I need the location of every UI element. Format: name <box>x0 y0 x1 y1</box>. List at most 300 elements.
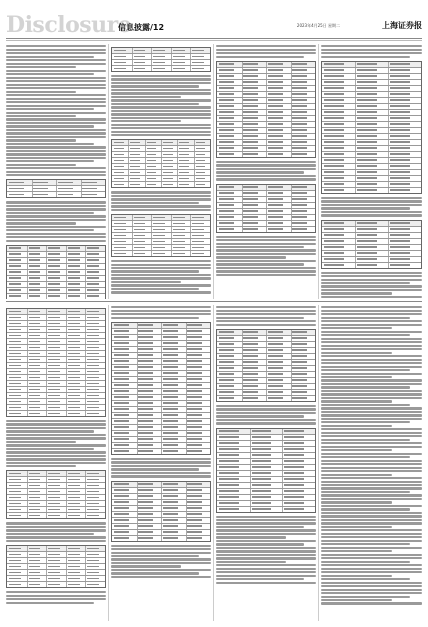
text-line <box>6 91 76 93</box>
table-cell <box>324 111 344 113</box>
cell-divider <box>46 294 47 299</box>
text-line <box>111 465 211 467</box>
table-cell <box>87 341 99 343</box>
table-cell <box>357 159 377 161</box>
text-line <box>216 168 316 170</box>
table-cell <box>114 483 129 485</box>
text-line <box>216 270 316 272</box>
table-cell <box>9 323 21 325</box>
table-cell <box>153 56 165 58</box>
text-line <box>321 540 422 542</box>
table-cell <box>68 491 80 493</box>
table-cell <box>268 87 283 89</box>
cell-divider <box>46 564 47 569</box>
table-cell <box>357 234 377 236</box>
text-line <box>321 383 422 385</box>
table-cell <box>9 265 21 267</box>
table-cell <box>292 87 307 89</box>
table-cell <box>163 525 178 527</box>
table-cell <box>9 253 21 255</box>
cell-divider <box>85 471 86 476</box>
cell-divider <box>161 359 162 364</box>
table-cell <box>163 330 178 332</box>
cell-divider <box>355 221 356 226</box>
cell-divider <box>186 329 187 334</box>
table-cell <box>68 341 80 343</box>
cell-divider <box>186 341 187 346</box>
table-cell <box>68 497 80 499</box>
table-cell <box>29 311 41 313</box>
cell-divider <box>161 431 162 436</box>
table-cell <box>179 184 189 186</box>
table-cell <box>292 81 307 83</box>
table-cell <box>243 367 258 369</box>
table-cell <box>187 390 202 392</box>
table-cell <box>219 442 239 444</box>
text-line <box>111 310 211 312</box>
cell-divider <box>32 192 33 197</box>
table-cell <box>390 171 410 173</box>
cell-divider <box>242 152 243 157</box>
text-line <box>111 267 211 269</box>
table-cell <box>243 391 258 393</box>
table-cell <box>29 341 41 343</box>
text-line <box>6 451 106 453</box>
cell-divider <box>161 158 162 163</box>
table-cell <box>219 204 234 206</box>
cell-divider <box>242 191 243 196</box>
table-cell <box>82 182 97 184</box>
cell-divider <box>291 146 292 151</box>
text-line <box>111 472 211 474</box>
table-cell <box>243 385 258 387</box>
text-line <box>6 70 106 72</box>
table-cell <box>324 183 344 185</box>
text-line <box>216 543 304 545</box>
table-cell <box>9 317 21 319</box>
table-cell <box>324 240 344 242</box>
table-cell <box>138 360 153 362</box>
cell-divider <box>85 246 86 251</box>
table-cell <box>268 69 283 71</box>
cell-divider <box>291 348 292 353</box>
table-cell <box>68 473 80 475</box>
text-line <box>216 582 316 584</box>
cell-divider <box>27 411 28 416</box>
table-cell <box>390 159 410 161</box>
text-line <box>321 543 410 545</box>
table-cell <box>187 438 202 440</box>
cell-divider <box>282 441 283 446</box>
table-cell <box>357 75 377 77</box>
cell-divider <box>46 558 47 563</box>
text-line <box>216 246 304 248</box>
cell-divider <box>27 582 28 587</box>
cell-divider <box>85 345 86 350</box>
table-cell <box>68 295 80 297</box>
text-line <box>6 526 106 528</box>
cell-divider <box>85 381 86 386</box>
text-line <box>111 461 211 463</box>
cell-divider <box>145 140 146 145</box>
text-line <box>321 460 422 462</box>
cell-divider <box>194 170 195 175</box>
cell-divider <box>145 164 146 169</box>
text-line <box>111 103 199 105</box>
table-cell <box>357 258 377 260</box>
table-cell <box>9 182 24 184</box>
cell-divider <box>137 395 138 400</box>
text-line <box>321 512 422 514</box>
text-line <box>321 456 410 458</box>
table-cell <box>58 182 73 184</box>
table-cell <box>219 87 234 89</box>
cell-divider <box>161 335 162 340</box>
table-cell <box>243 355 258 357</box>
cell-divider <box>151 60 152 65</box>
cell-divider <box>27 294 28 299</box>
cell-divider <box>194 140 195 145</box>
table-cell <box>134 62 146 64</box>
cell-divider <box>266 74 267 79</box>
text-line <box>111 288 199 290</box>
cell-divider <box>186 524 187 529</box>
cell-divider <box>186 437 187 442</box>
cell-divider <box>66 489 67 494</box>
table-cell <box>9 497 21 499</box>
cell-divider <box>266 390 267 395</box>
cell-divider <box>242 98 243 103</box>
table-cell <box>284 454 304 456</box>
cell-divider <box>46 327 47 332</box>
text-line <box>6 108 94 110</box>
table-cell <box>187 450 202 452</box>
cell-divider <box>161 449 162 454</box>
table-cell <box>292 204 307 206</box>
cell-divider <box>145 146 146 151</box>
table-cell <box>87 491 99 493</box>
cell-divider <box>355 62 356 67</box>
table-cell <box>357 183 377 185</box>
table-cell <box>114 390 129 392</box>
table-cell <box>48 353 60 355</box>
table-cell <box>29 259 41 261</box>
cell-divider <box>388 80 389 85</box>
cell-divider <box>85 288 86 293</box>
cell-divider <box>132 48 133 53</box>
cell-divider <box>46 399 47 404</box>
text-line <box>111 284 211 286</box>
table-cell <box>192 62 204 64</box>
cell-divider <box>242 116 243 121</box>
cell-divider <box>186 359 187 364</box>
table-cell <box>219 343 234 345</box>
cell-divider <box>388 176 389 181</box>
table-cell <box>87 578 99 580</box>
cell-divider <box>266 227 267 232</box>
table-cell <box>138 336 153 338</box>
table-cell <box>138 330 153 332</box>
cell-divider <box>85 507 86 512</box>
text-line <box>6 125 94 127</box>
table-cell <box>48 572 60 574</box>
table-cell <box>153 229 165 231</box>
cell-divider <box>151 54 152 59</box>
table-cell <box>219 397 234 399</box>
table-cell <box>29 485 41 487</box>
text-line <box>111 548 211 550</box>
table-cell <box>292 63 307 65</box>
cell-divider <box>186 494 187 499</box>
table-cell <box>138 519 153 521</box>
table-cell <box>163 342 178 344</box>
table-cell <box>48 265 60 267</box>
text-line <box>6 122 106 124</box>
table-cell <box>87 283 99 285</box>
cell-divider <box>388 257 389 262</box>
table-cell <box>87 365 99 367</box>
text-line <box>216 236 316 238</box>
table-cell <box>87 503 99 505</box>
text-line <box>6 80 106 82</box>
text-line <box>216 547 316 549</box>
text-line <box>321 317 410 319</box>
table-cell <box>324 159 344 161</box>
text-line <box>111 92 211 94</box>
text-line <box>216 256 286 258</box>
cell-divider <box>137 353 138 358</box>
table-cell <box>87 347 99 349</box>
table-cell <box>187 531 202 533</box>
text-line <box>321 310 422 312</box>
cell-divider <box>355 140 356 145</box>
table-cell <box>187 402 202 404</box>
table-cell <box>29 578 41 580</box>
cell-divider <box>161 512 162 517</box>
table-cell <box>48 347 60 349</box>
cell-divider <box>388 140 389 145</box>
cell-divider <box>291 191 292 196</box>
cell-divider <box>266 348 267 353</box>
text-line <box>321 585 422 587</box>
text-line <box>321 557 422 559</box>
text-line <box>321 331 422 333</box>
table-cell <box>187 519 202 521</box>
cell-divider <box>250 441 251 446</box>
table-cell <box>138 501 153 503</box>
table-cell <box>243 379 258 381</box>
cell-divider <box>27 351 28 356</box>
table-cell <box>390 240 410 242</box>
cell-divider <box>266 62 267 67</box>
table-cell <box>29 401 41 403</box>
table-cell <box>114 229 126 231</box>
column-divider <box>108 44 109 299</box>
table-cell <box>48 548 60 550</box>
table-cell <box>114 166 124 168</box>
table-cell <box>9 283 21 285</box>
cell-divider <box>137 530 138 535</box>
table-cell <box>9 473 21 475</box>
text-line <box>321 366 422 368</box>
cell-divider <box>291 221 292 226</box>
table-cell <box>187 513 202 515</box>
table-cell <box>268 135 283 137</box>
table-cell <box>196 178 206 180</box>
text-line <box>111 198 211 200</box>
cell-divider <box>46 546 47 551</box>
text-line <box>6 465 76 467</box>
cell-divider <box>66 411 67 416</box>
table-cell <box>390 129 410 131</box>
cell-divider <box>161 413 162 418</box>
table-cell <box>192 50 204 52</box>
cell-divider <box>177 176 178 181</box>
table-cell <box>357 111 377 113</box>
text-line <box>111 264 211 266</box>
cell-divider <box>291 360 292 365</box>
data-table <box>321 61 422 194</box>
cell-divider <box>128 152 129 157</box>
table-cell <box>68 584 80 586</box>
text-line <box>321 327 392 329</box>
table-cell <box>390 87 410 89</box>
cell-divider <box>266 185 267 190</box>
table-cell <box>219 141 234 143</box>
cell-divider <box>186 371 187 376</box>
table-cell <box>114 414 129 416</box>
table-cell <box>324 99 344 101</box>
cell-divider <box>27 252 28 257</box>
cell-divider <box>137 389 138 394</box>
text-line <box>321 533 422 535</box>
table-cell <box>29 289 41 291</box>
table-cell <box>114 172 124 174</box>
table-cell <box>187 372 202 374</box>
data-table <box>6 179 106 198</box>
table-cell <box>134 68 146 70</box>
text-line <box>216 519 316 521</box>
table-cell <box>219 430 239 432</box>
table-cell <box>284 484 304 486</box>
table-cell <box>114 56 126 58</box>
text-line <box>321 515 422 517</box>
cell-divider <box>137 365 138 370</box>
table-cell <box>114 217 126 219</box>
table-cell <box>357 129 377 131</box>
text-line <box>6 146 106 148</box>
text-line <box>321 453 422 455</box>
cell-divider <box>266 134 267 139</box>
table-cell <box>9 311 21 313</box>
cell-divider <box>85 351 86 356</box>
cell-divider <box>282 471 283 476</box>
cell-divider <box>161 437 162 442</box>
table-cell <box>268 192 283 194</box>
header-rule <box>6 38 422 39</box>
cell-divider <box>177 158 178 163</box>
table-cell <box>138 489 153 491</box>
cell-divider <box>85 576 86 581</box>
table-cell <box>252 466 272 468</box>
cell-divider <box>194 158 195 163</box>
table-cell <box>163 519 178 521</box>
cell-divider <box>355 92 356 97</box>
cell-divider <box>250 435 251 440</box>
table-cell <box>163 513 178 515</box>
cell-divider <box>242 68 243 73</box>
table-cell <box>219 385 234 387</box>
table-cell <box>187 360 202 362</box>
text-line <box>216 550 316 552</box>
text-line <box>321 494 422 496</box>
text-line <box>321 505 422 507</box>
data-table <box>216 428 316 513</box>
table-cell <box>134 229 146 231</box>
table-cell <box>138 396 153 398</box>
table-cell <box>243 337 258 339</box>
table-cell <box>87 389 99 391</box>
cell-divider <box>145 152 146 157</box>
table-cell <box>187 408 202 410</box>
table-cell <box>48 335 60 337</box>
data-table <box>216 184 316 233</box>
table-cell <box>114 50 126 52</box>
cell-divider <box>161 488 162 493</box>
table-cell <box>219 484 239 486</box>
text-line <box>321 52 422 54</box>
table-cell <box>324 69 344 71</box>
cell-divider <box>27 405 28 410</box>
text-line <box>321 320 422 322</box>
text-line <box>321 589 422 591</box>
table-cell <box>48 323 60 325</box>
cell-divider <box>186 488 187 493</box>
table-cell <box>130 142 140 144</box>
table-cell <box>324 234 344 236</box>
cell-divider <box>85 264 86 269</box>
cell-divider <box>66 345 67 350</box>
text-line <box>321 467 422 469</box>
text-line <box>111 306 211 308</box>
text-line <box>6 444 106 446</box>
table-cell <box>9 365 21 367</box>
cell-divider <box>355 152 356 157</box>
cell-divider <box>190 221 191 226</box>
text-line <box>216 164 316 166</box>
text-line <box>6 63 106 65</box>
table-cell <box>114 223 126 225</box>
cell-divider <box>161 530 162 535</box>
cell-divider <box>27 471 28 476</box>
cell-divider <box>242 336 243 341</box>
table-cell <box>48 509 60 511</box>
table-cell <box>292 373 307 375</box>
cell-divider <box>171 54 172 59</box>
table-cell <box>9 572 21 574</box>
table-cell <box>192 68 204 70</box>
table-cell <box>292 147 307 149</box>
table-cell <box>292 105 307 107</box>
table-cell <box>114 366 129 368</box>
cell-divider <box>66 570 67 575</box>
table-cell <box>87 485 99 487</box>
text-line <box>321 571 422 573</box>
table-cell <box>68 479 80 481</box>
table-cell <box>163 450 178 452</box>
table-cell <box>324 228 344 230</box>
table-cell <box>357 105 377 107</box>
